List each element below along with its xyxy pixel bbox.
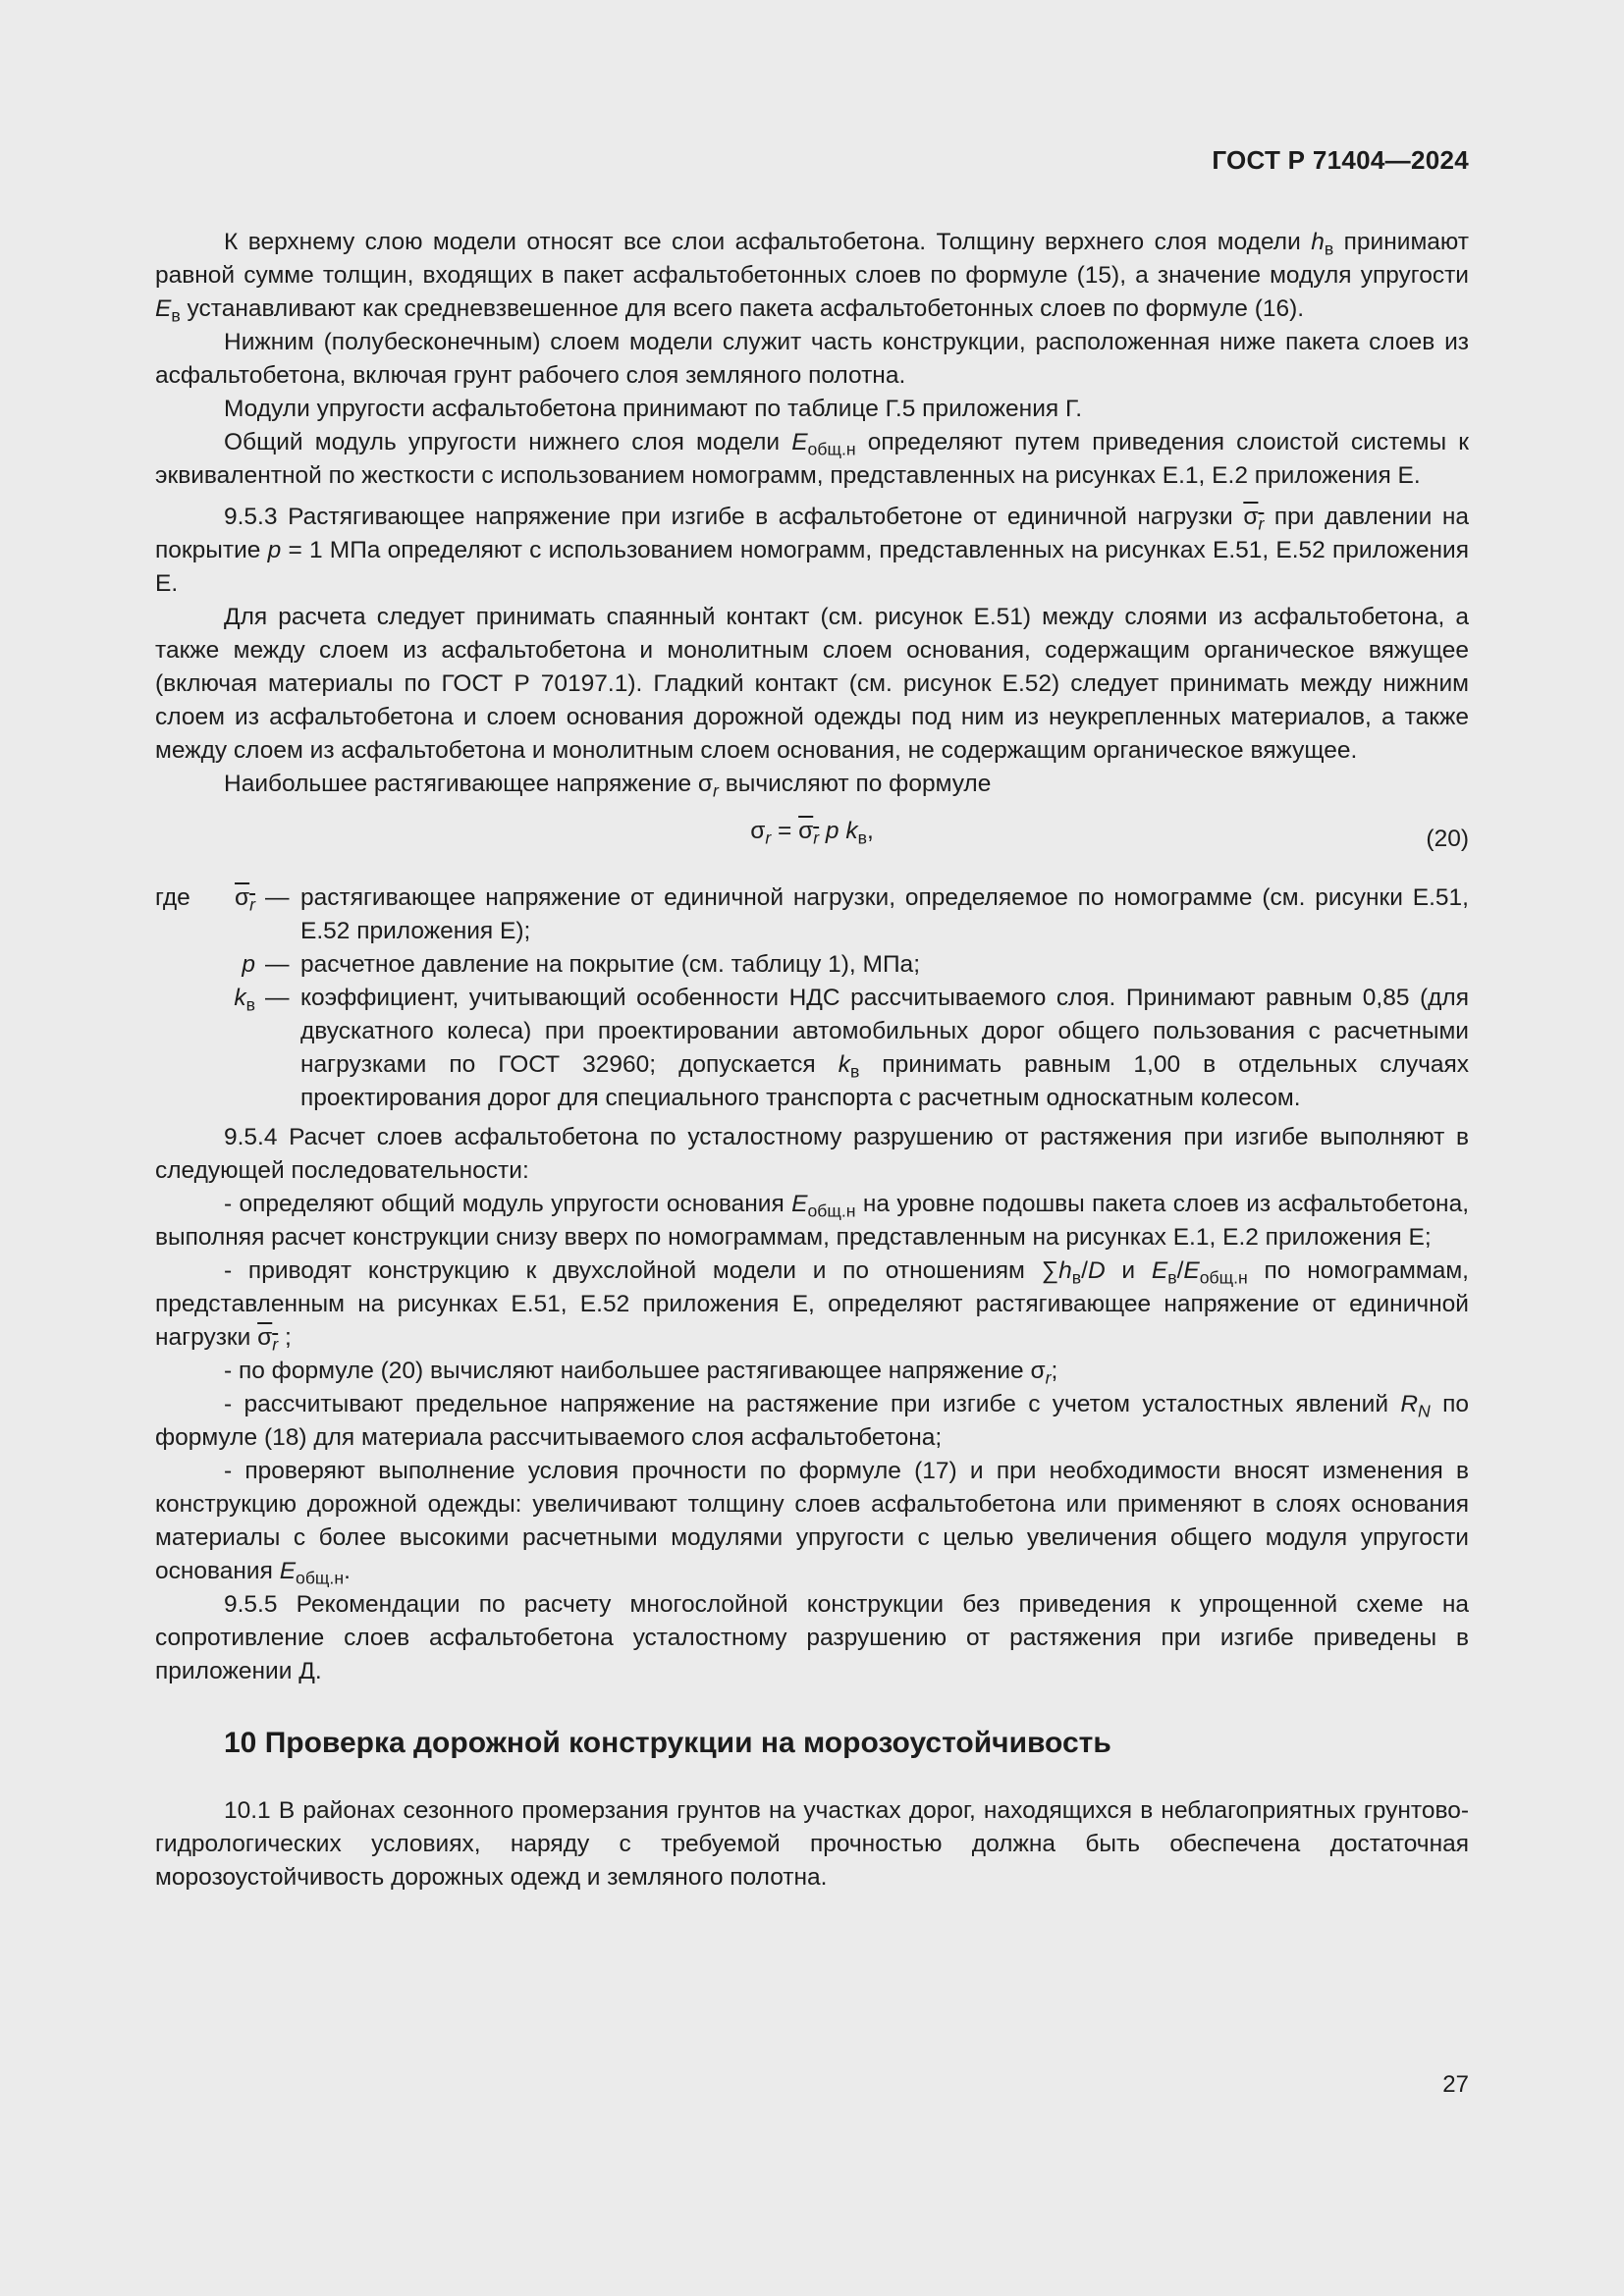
slash: / <box>1081 1257 1088 1284</box>
subscript: в <box>857 828 867 848</box>
text-run: - рассчитывают предельное напряжение на растяжение при изгибе с учетом усталостных явлений <box>224 1391 1401 1417</box>
definition-symbol <box>155 948 265 982</box>
symbol-e: E <box>1183 1257 1200 1284</box>
symbol-sigma-bar <box>235 884 255 915</box>
subscript: в <box>1324 239 1334 259</box>
document-body <box>155 226 1469 1895</box>
paragraph-9-5-4: 9.5.4 Расчет слоев асфальтобетона по усталостному разрушению от растяжения при изгибе выполняют в следующей последовательности: <box>155 1124 1469 1184</box>
page-number: 27 <box>1442 2071 1469 2098</box>
definition-symbol <box>155 982 265 1015</box>
list-item-check-strength <box>155 1455 1469 1588</box>
sigma: σ <box>1243 504 1259 530</box>
definition-dash: — <box>265 985 290 1011</box>
text-run: принимают равной сумме толщин, входящих в пакет асфальтобетонных слоев по формуле (15), а значение модуля упругости <box>155 229 1469 289</box>
definition-k <box>155 982 1469 1115</box>
subscript: r <box>1045 1367 1052 1388</box>
subscript: r <box>249 894 255 915</box>
sigma: σ <box>257 1324 273 1351</box>
formula-tail: , <box>867 818 874 844</box>
subscript: r <box>713 780 719 801</box>
definition-dash: — <box>265 884 290 911</box>
definition-text: расчетное давление на покрытие (см. таблицу 1), МПа; <box>300 951 920 978</box>
symbol-h: h <box>1311 229 1325 255</box>
text-run: устанавливают как средневзвешенное для всего пакета асфальтобетонных слоев по формуле (16). <box>180 295 1305 322</box>
symbol-e: E <box>791 1191 808 1217</box>
sigma: σ <box>235 884 250 911</box>
symbol-p: p <box>825 818 839 844</box>
definition-symbol <box>155 881 265 915</box>
text-run: Наибольшее растягивающее напряжение <box>224 771 698 797</box>
symbol-k: k <box>234 985 246 1011</box>
definition-text: растягивающее напряжение от единичной нагрузки, определяемое по номограмме (см. рисунки Е.51, Е.52 приложения Е); <box>300 884 1469 944</box>
text-run: при давлении на покрытие <box>155 504 1469 563</box>
formula-expression <box>155 815 1469 848</box>
sigma: σ <box>697 771 714 797</box>
symbol-k: k <box>845 818 858 844</box>
text-run: и <box>1105 1257 1152 1284</box>
paragraph-moduli: Модули упругости асфальтобетона принимают по таблице Г.5 приложения Г. <box>224 396 1083 422</box>
paragraph-10-1: 10.1 В районах сезонного промерзания грунтов на участках дорог, находящихся в неблагоприятных грунтово-гидрологических условиях, наряду с требуемой прочностью должна быть обеспечена достаточная морозоустойчивость дорожных одежд и земляного полотна. <box>155 1797 1469 1891</box>
paragraph-9-5-5: 9.5.5 Рекомендации по расчету многослойной конструкции без приведения к упрощенной схеме на сопротивление слоев асфальтобетона усталостному разрушению от растяжения при изгибе приведены в приложении Д. <box>155 1591 1469 1684</box>
subscript: N <box>1418 1401 1431 1421</box>
paragraph-contact: Для расчета следует принимать спаянный контакт (см. рисунок Е.51) между слоями из асфальтобетона, а также между слоем из асфальтобетона и монолитным слоем основания, содержащим органическое вяжущее (включая материалы по ГОСТ Р 70197.1). Гладкий контакт (см. рисунок Е.52) следует принимать между нижним слоем из асфальтобетона и слоем основания дорожной одежды под ним из неукрепленных материалов, а также между слоем из асфальтобетона и монолитным слоем основания, не содержащим органическое вяжущее. <box>155 604 1469 764</box>
symbol-h: h <box>1058 1257 1072 1284</box>
paragraph-upper-layer <box>155 226 1469 326</box>
subscript: в <box>245 994 255 1015</box>
symbol-e: E <box>791 429 808 455</box>
text-run: - проверяют выполнение условия прочности по формуле (17) и при необходимости вносят изменения в конструкцию дорожной одежды: увеличивают толщину слоев асфальтобетона или применяют в слоях основания материалы с более высокими расчетными модулями упругости с целью увеличения общего модуля упругости основания <box>155 1458 1469 1584</box>
text-run: - по формуле (20) вычисляют наибольшее растягивающее напряжение <box>224 1358 1031 1384</box>
subscript: общ.н <box>296 1568 345 1588</box>
subscript: в <box>1167 1267 1177 1288</box>
symbol-e: E <box>279 1558 297 1584</box>
document-header: ГОСТ Р 71404—2024 <box>1212 145 1469 175</box>
subscript: r <box>1258 513 1265 534</box>
subscript: r <box>765 828 772 848</box>
symbol-p: p <box>242 951 255 978</box>
subscript: общ.н <box>1199 1267 1248 1288</box>
text-run: К верхнему слою модели относят все слои асфальтобетона. Толщину верхнего слоя модели <box>224 229 1312 255</box>
text-run: - приводят конструкцию к двухслойной модели и по отношениям <box>224 1257 1042 1284</box>
symbol-e: E <box>155 295 172 322</box>
text-run: по номограммам, представленным на рисунках Е.51, Е.52 приложения Е, определяют растягивающее напряжение от единичной нагрузки <box>155 1257 1469 1351</box>
paragraph-lower-layer: Нижним (полубесконечным) слоем модели служит часть конструкции, расположенная ниже пакета слоев из асфальтобетона, включая грунт рабочего слоя земляного полотна. <box>155 329 1469 389</box>
definition-p <box>155 948 1469 982</box>
text-run: ; <box>1051 1358 1058 1384</box>
text-run: - определяют общий модуль упругости основания <box>224 1191 792 1217</box>
subscript: в <box>1071 1267 1082 1288</box>
text-run: принимать равным 1,00 в отдельных случаях проектирования дорог для специального транспорта с расчетным односкатным колесом. <box>300 1051 1469 1111</box>
symbol-k: k <box>838 1051 850 1078</box>
sigma: σ <box>1030 1358 1046 1384</box>
slash: / <box>1176 1257 1184 1284</box>
symbol-d: D <box>1087 1257 1106 1284</box>
text-run: Общий модуль упругости нижнего слоя модели <box>224 429 792 455</box>
sum-symbol: ∑ <box>1041 1257 1059 1284</box>
text-run: определяют путем приведения слоистой системы к эквивалентной по жесткости с использованием номограмм, представленных на рисунках Е.1, Е.2 приложения Е. <box>155 429 1469 489</box>
subscript: общ.н <box>807 1201 856 1221</box>
text-run: = 1 МПа определяют с использованием номограмм, представленных на рисунках Е.51, Е.52 приложения Е. <box>155 537 1469 597</box>
symbol-p: p <box>267 537 282 563</box>
paragraph-9-5-3 <box>155 501 1469 601</box>
text-run: ; <box>278 1324 292 1351</box>
text-run: вычисляют по формуле <box>718 771 992 797</box>
symbol-sigma-bar <box>1243 504 1265 534</box>
list-item-limit-stress <box>155 1388 1469 1455</box>
subscript: в <box>849 1061 860 1082</box>
text-run: коэффициент, учитывающий особенности НДС рассчитываемого слоя. Принимают равным 0,85 (для двускатного колеса) при проектировании автомобильных дорог общего пользования с расчетными нагрузками по ГОСТ 32960; допускается <box>300 985 1469 1078</box>
text-run: . <box>344 1558 351 1584</box>
formula-20 <box>155 809 1469 860</box>
text-run: 9.5.3 Растягивающее напряжение при изгибе в асфальтобетоне от единичной нагрузки <box>224 504 1244 530</box>
symbol-sigma-bar <box>257 1324 279 1355</box>
formula-number: (20) <box>1426 826 1469 852</box>
text-run: на уровне подошвы пакета слоев из асфальтобетона, выполняя расчет конструкции снизу вверх по номограммам, представленным на рисунках Е.1, Е.2 приложения Е; <box>155 1191 1470 1251</box>
text-run: по формуле (18) для материала рассчитываемого слоя асфальтобетона; <box>155 1391 1469 1451</box>
document-page <box>155 145 1469 2109</box>
definition-dash: — <box>265 951 290 978</box>
subscript: общ.н <box>807 439 856 459</box>
definition-sigma <box>155 881 1469 948</box>
where-label: где <box>155 884 190 911</box>
list-item-compute-stress <box>155 1355 1469 1388</box>
section-heading: 10 Проверка дорожной конструкции на морозоустойчивость <box>224 1727 1111 1759</box>
symbol-r: R <box>1400 1391 1419 1417</box>
subscript: r <box>813 828 820 848</box>
symbol-sigma-bar <box>798 818 820 848</box>
equals-sign: = <box>771 818 799 844</box>
paragraph-max-stress <box>155 768 1469 801</box>
sigma: σ <box>798 818 814 844</box>
subscript: r <box>272 1334 279 1355</box>
symbol-e: E <box>1151 1257 1168 1284</box>
definition-text <box>300 982 1469 1115</box>
list-item-general-modulus <box>155 1188 1469 1255</box>
subscript: в <box>171 305 181 326</box>
formula-definitions <box>155 881 1469 1115</box>
list-item-two-layer-model <box>155 1255 1469 1355</box>
paragraph-general-modulus <box>155 426 1469 493</box>
sigma: σ <box>750 818 766 844</box>
